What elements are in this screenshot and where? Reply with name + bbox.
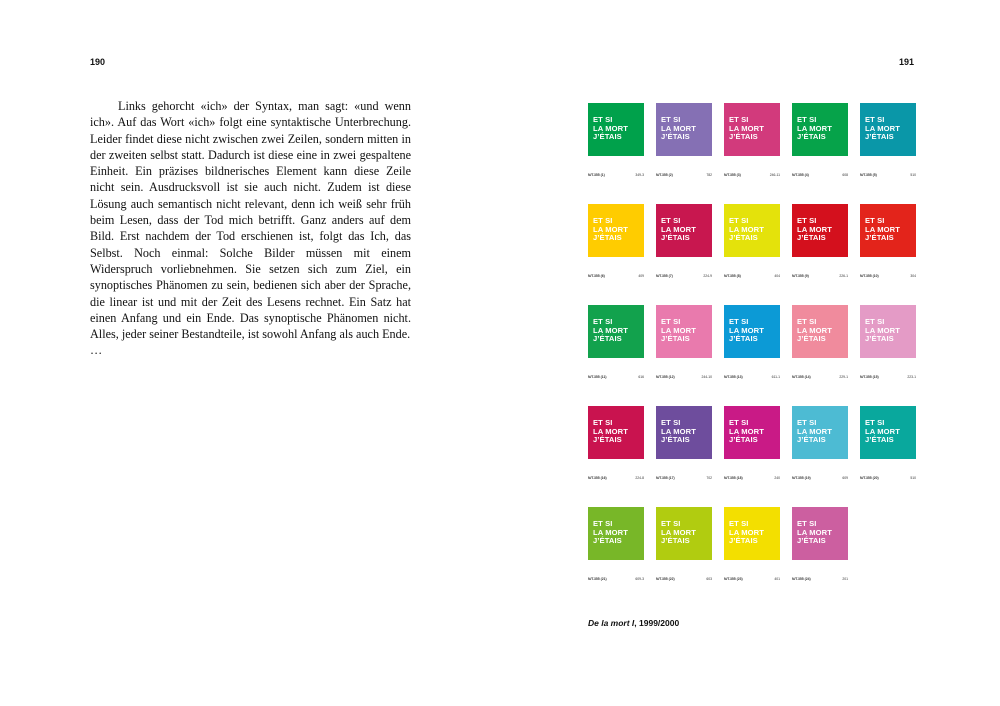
swatch-color-block: [792, 406, 848, 459]
swatch-caption: [656, 173, 712, 177]
poster-swatch: [792, 103, 848, 177]
swatch-code: N/T.355 (24): [792, 577, 811, 581]
swatch-text: ET SI LA MORT J’ÉTAIS: [865, 317, 901, 344]
swatch-caption: [588, 274, 644, 278]
swatch-color-block: [860, 406, 916, 459]
swatch-code: N/T.355 (17): [656, 476, 675, 480]
poster-swatch: [724, 204, 780, 278]
page-number-right: 191: [899, 57, 915, 67]
swatch-caption: [792, 173, 848, 177]
swatch-code: N/T.355 (18): [724, 476, 743, 480]
poster-swatch: [724, 406, 780, 480]
swatch-number: 304: [910, 274, 916, 278]
swatch-text: ET SI LA MORT J’ÉTAIS: [797, 317, 833, 344]
swatch-number: 240: [774, 476, 780, 480]
swatch-number: 224-8: [635, 476, 644, 480]
swatch-text: ET SI LA MORT J’ÉTAIS: [729, 317, 765, 344]
swatch-text: ET SI LA MORT J’ÉTAIS: [593, 115, 629, 142]
swatch-color-block: [656, 507, 712, 560]
swatch-text: ET SI LA MORT J’ÉTAIS: [865, 115, 901, 142]
poster-swatch: [588, 507, 644, 581]
swatch-number: 510: [910, 173, 916, 177]
swatch-caption: [656, 375, 712, 379]
poster-swatch: [724, 507, 780, 581]
swatch-code: N/T.355 (2): [656, 173, 673, 177]
poster-swatch: [724, 103, 780, 177]
swatch-caption: [792, 375, 848, 379]
swatch-number: 201: [842, 577, 848, 581]
swatch-code: N/T.355 (20): [860, 476, 879, 480]
swatch-color-block: [792, 204, 848, 257]
swatch-text: ET SI LA MORT J’ÉTAIS: [661, 115, 697, 142]
swatch-text: ET SI LA MORT J’ÉTAIS: [593, 418, 629, 445]
swatch-code: N/T.355 (1): [588, 173, 605, 177]
poster-swatch: [860, 204, 916, 278]
poster-swatch: [860, 406, 916, 480]
poster-swatch: [792, 507, 848, 581]
swatch-color-block: [724, 507, 780, 560]
caption-title: De la mort I: [588, 618, 635, 628]
swatch-number: 401: [774, 577, 780, 581]
swatch-text: ET SI LA MORT J’ÉTAIS: [729, 418, 765, 445]
poster-swatch: [588, 103, 644, 177]
swatch-caption: [588, 375, 644, 379]
swatch-number: 244-10: [701, 375, 712, 379]
poster-swatch: [860, 305, 916, 379]
swatch-text: ET SI LA MORT J’ÉTAIS: [661, 317, 697, 344]
poster-swatch: [792, 204, 848, 278]
swatch-color-block: [588, 103, 644, 156]
swatch-caption: [860, 476, 916, 480]
swatch-number: 229-1: [839, 375, 848, 379]
swatch-code: N/T.355 (10): [860, 274, 879, 278]
swatch-caption: [724, 577, 780, 581]
swatch-color-block: [724, 406, 780, 459]
swatch-color-block: [724, 103, 780, 156]
swatch-number: 349-3: [635, 173, 644, 177]
swatch-text: ET SI LA MORT J’ÉTAIS: [797, 115, 833, 142]
swatch-text: ET SI LA MORT J’ÉTAIS: [593, 519, 629, 546]
swatch-code: N/T.355 (4): [792, 173, 809, 177]
swatch-caption: [588, 173, 644, 177]
swatch-color-block: [860, 204, 916, 257]
poster-swatch: [588, 305, 644, 379]
poster-swatch: [656, 305, 712, 379]
swatch-number: 609: [842, 476, 848, 480]
swatch-number: 603: [706, 577, 712, 581]
figure-caption: [588, 618, 679, 628]
swatch-text: ET SI LA MORT J’ÉTAIS: [729, 115, 765, 142]
swatch-color-block: [588, 204, 644, 257]
swatch-caption: [724, 375, 780, 379]
swatch-text: ET SI LA MORT J’ÉTAIS: [661, 216, 697, 243]
swatch-code: N/T.355 (3): [724, 173, 741, 177]
swatch-color-block: [656, 204, 712, 257]
swatch-code: N/T.355 (13): [724, 375, 743, 379]
swatch-number: 609-3: [635, 577, 644, 581]
swatch-code: N/T.355 (23): [724, 577, 743, 581]
poster-swatch: [792, 406, 848, 480]
swatch-caption: [860, 173, 916, 177]
swatch-caption: [724, 274, 780, 278]
swatch-caption: [792, 476, 848, 480]
swatch-code: N/T.355 (9): [792, 274, 809, 278]
swatch-color-block: [588, 406, 644, 459]
swatch-caption: [724, 173, 780, 177]
swatch-number: 510: [910, 476, 916, 480]
swatch-text: ET SI LA MORT J’ÉTAIS: [797, 216, 833, 243]
swatch-code: N/T.355 (7): [656, 274, 673, 278]
swatch-number: 782: [706, 173, 712, 177]
swatch-color-block: [724, 305, 780, 358]
swatch-color-block: [588, 507, 644, 560]
swatch-code: N/T.355 (6): [588, 274, 605, 278]
swatch-color-block: [792, 305, 848, 358]
swatch-caption: [792, 577, 848, 581]
swatch-color-block: [860, 103, 916, 156]
swatch-caption: [724, 476, 780, 480]
swatch-number: 246-11: [769, 173, 780, 177]
swatch-code: N/T.355 (21): [588, 577, 607, 581]
swatch-code: N/T.355 (11): [588, 375, 607, 379]
swatch-caption: [656, 274, 712, 278]
swatch-text: ET SI LA MORT J’ÉTAIS: [593, 317, 629, 344]
swatch-text: ET SI LA MORT J’ÉTAIS: [797, 418, 833, 445]
swatch-color-block: [656, 103, 712, 156]
swatch-code: N/T.355 (14): [792, 375, 811, 379]
page-number-left: 190: [90, 57, 106, 67]
swatch-caption: [860, 274, 916, 278]
swatch-text: ET SI LA MORT J’ÉTAIS: [729, 519, 765, 546]
swatch-color-block: [656, 406, 712, 459]
swatch-number: 616: [638, 375, 644, 379]
swatch-color-block: [724, 204, 780, 257]
swatch-caption: [588, 476, 644, 480]
swatch-color-block: [656, 305, 712, 358]
swatch-code: N/T.355 (22): [656, 577, 675, 581]
poster-swatch: [656, 204, 712, 278]
poster-swatch: [588, 204, 644, 278]
swatch-number: 223-1: [907, 375, 916, 379]
swatch-caption: [656, 577, 712, 581]
poster-swatch: [724, 305, 780, 379]
body-paragraph: Links gehorcht «ich» der Syntax, man sagt: «und wenn ich». Auf das Wort «ich» folgt eine syntaktische Unterbrechung. Leider findet diese nicht zwischen zwei Zeilen, sondern mitten in der zweiten selbst statt. Dadurch ist diese eine in zwei gespaltene Einheit. Ein präzises bildnerisches Element kann diese Zeile nicht sein. Ausdrucksvoll ist sie auch nicht. Zudem ist diese Lösung auch semantisch nicht relevant, denn ich weiß sehr früh beim Lesen, dass der Tod mich betrifft. Ganz anders auf dem Bild. Erst nachdem der Tod erschienen ist, folgt das Ich, das Selbst. Noch einmal: Solche Bilder müssen mit einem Widerspruch vorliebnehmen. Sie setzen sich zum Ziel, ein synoptisches Phänomen zu sein, bedienen sich aber der Sprache, die linear ist und mit der Zeit des Lesens rechnet. Ein Satz hat einen Anfang und ein Ende. Das synoptische Phänomen nicht. Alles, jeder seiner Bestandteile, ist sowohl Anfang als auch Ende.: [90, 99, 411, 342]
swatch-number: 611-1: [771, 375, 780, 379]
swatch-number: 702: [706, 476, 712, 480]
swatch-text: ET SI LA MORT J’ÉTAIS: [865, 418, 901, 445]
swatch-color-block: [792, 103, 848, 156]
poster-swatch: [792, 305, 848, 379]
swatch-caption: [656, 476, 712, 480]
body-text: [90, 98, 411, 359]
poster-swatch: [656, 103, 712, 177]
swatch-number: 226-1: [839, 274, 848, 278]
caption-year: , 1999/2000: [634, 618, 680, 628]
poster-swatch: [656, 406, 712, 480]
swatch-caption: [792, 274, 848, 278]
swatch-caption: [588, 577, 644, 581]
swatch-color-block: [860, 305, 916, 358]
poster-swatch: [656, 507, 712, 581]
swatch-color-block: [588, 305, 644, 358]
swatch-text: ET SI LA MORT J’ÉTAIS: [797, 519, 833, 546]
ellipsis: …: [90, 343, 103, 358]
swatch-text: ET SI LA MORT J’ÉTAIS: [661, 418, 697, 445]
swatch-code: N/T.355 (16): [588, 476, 607, 480]
swatch-number: 409: [638, 274, 644, 278]
swatch-text: ET SI LA MORT J’ÉTAIS: [865, 216, 901, 243]
swatch-code: N/T.355 (5): [860, 173, 877, 177]
swatch-text: ET SI LA MORT J’ÉTAIS: [593, 216, 629, 243]
poster-swatch: [860, 103, 916, 177]
swatch-code: N/T.355 (19): [792, 476, 811, 480]
swatch-number: 224-9: [703, 274, 712, 278]
swatch-text: ET SI LA MORT J’ÉTAIS: [661, 519, 697, 546]
swatch-code: N/T.355 (12): [656, 375, 675, 379]
poster-swatch: [588, 406, 644, 480]
swatch-caption: [860, 375, 916, 379]
swatch-number: 404: [774, 274, 780, 278]
swatch-number: 608: [842, 173, 848, 177]
swatch-text: ET SI LA MORT J’ÉTAIS: [729, 216, 765, 243]
swatch-code: N/T.355 (8): [724, 274, 741, 278]
swatch-code: N/T.355 (15): [860, 375, 879, 379]
swatch-color-block: [792, 507, 848, 560]
